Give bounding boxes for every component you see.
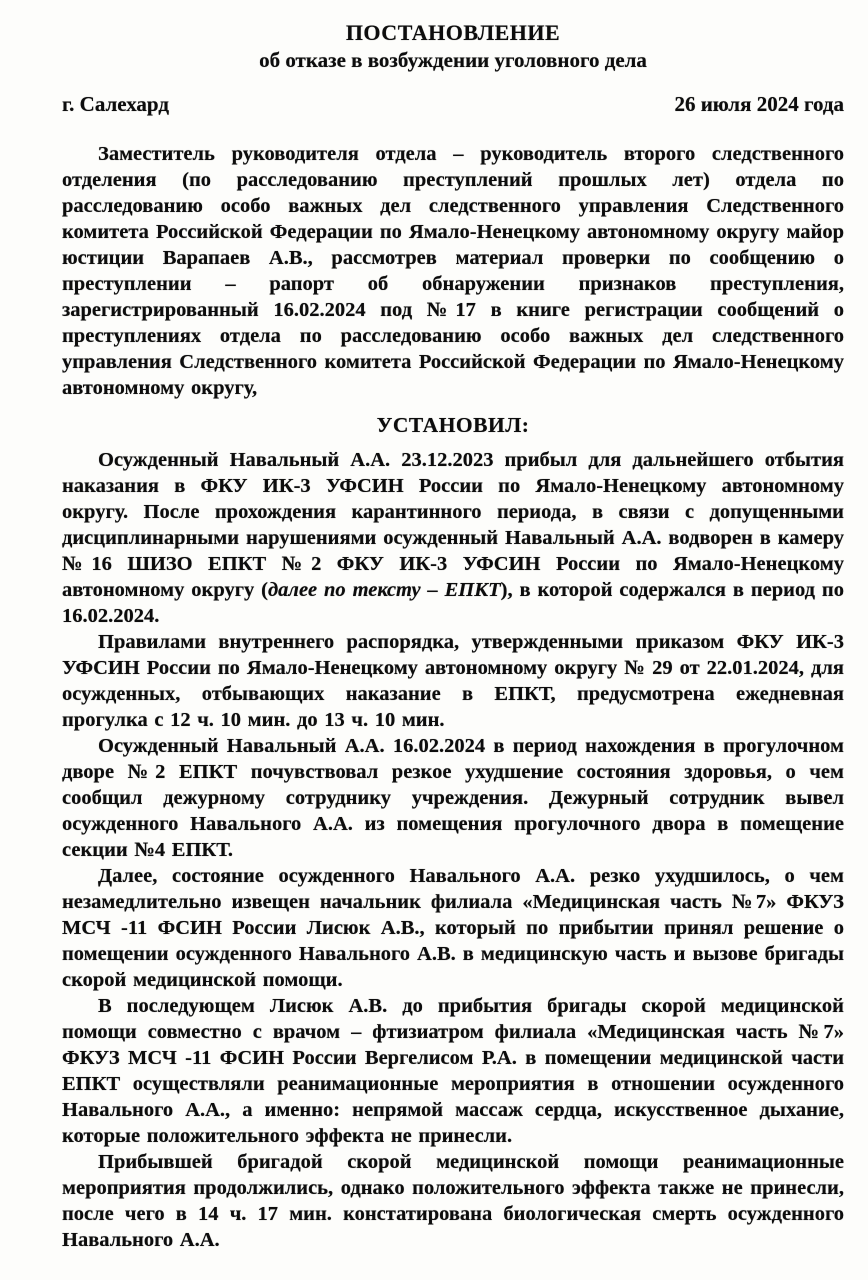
paragraph-arrival: [62, 447, 844, 629]
document-place: г. Салехард: [62, 92, 169, 116]
paragraph-schedule: Правилами внутреннего распорядка, утвержденными приказом ФКУ ИК-3 УФСИН России по Ямало-Ненецкому автономному округу № 29 от 22.01.2024, для осужденных, отбывающих наказание в ЕПКТ, предусмотрена ежедневная прогулка с 12 ч. 10 мин. до 13 ч. 10 мин.: [62, 631, 844, 731]
document-subtitle: об отказе в возбуждении уголовного дела: [259, 48, 647, 72]
paragraph-incident: Осужденный Навальный А.А. 16.02.2024 в период нахождения в прогулочном дворе №2 ЕПКТ почувствовал резкое ухудшение состояния здоровья, о чем сообщил дежурному сотруднику учреждения. Дежурный сотрудник вывел осужденного Навального А.А. из помещения прогулочного двора в помещение секции №4 ЕПКТ.: [62, 735, 844, 861]
document-title: ПОСТАНОВЛЕНИЕ: [345, 20, 561, 45]
preamble-paragraph: Заместитель руководителя отдела – руководитель второго следственного отделения (по расследованию преступлений прошлых лет) отдела по расследованию особо важных дел следственного управления Следственного комитета Российской Федерации по Ямало-Ненецкому автономному округу майор юстиции Варапаев А.В., рассмотрев материал проверки по сообщению о преступлении – рапорт об обнаружении признаков преступления, зарегистрированный 16.02.2024 под №17 в книге регистрации сообщений о преступлениях отдела по расследованию особо важных дел следственного управления Следственного комитета Российской Федерации по Ямало-Ненецкому автономному округу,: [62, 143, 844, 399]
paragraph-resuscitation: В последующем Лисюк А.В. до прибытия бригады скорой медицинской помощи совместно с врачом – фтизиатром филиала «Медицинская часть №7» ФКУЗ МСЧ -11 ФСИН России Вергелисом Р.А. в помещении медицинской части ЕПКТ осуществляли реанимационные мероприятия в отношении осужденного Навального А.А., а именно: непрямой массаж сердца, искусственное дыхание, которые положительного эффекта не принесли.: [62, 995, 844, 1147]
paragraph-deterioration: Далее, состояние осужденного Навального А.А. резко ухудшилось, о чем незамедлительно извещен начальник филиала «Медицинская часть №7» ФКУЗ МСЧ -11 ФСИН России Лисюк А.В., который по прибытии принял решение о помещении осужденного Навального А.В. в медицинскую часть и вызове бригады скорой медицинской помощи.: [62, 865, 844, 991]
section-heading-ustanovil: УСТАНОВИЛ:: [376, 413, 530, 437]
paragraph-arrival-text-cont: ), в которой содержался в период по 16.02.2024.: [62, 579, 844, 627]
body-text: [62, 447, 844, 1253]
paragraph-death-statement: Прибывшей бригадой скорой медицинской помощи реанимационные мероприятия продолжились, однако положительного эффекта также не принесли, после чего в 14 ч. 17 мин. констатирована биологическая смерть осужденного Навального А.А.: [62, 1151, 844, 1251]
place-date-row: [62, 91, 844, 117]
paragraph-arrival-italic-note: далее по тексту – ЕПКТ: [268, 579, 501, 601]
document-date: 26 июля 2024 года: [674, 92, 844, 116]
preamble-block: [62, 141, 844, 401]
paragraph-arrival-text: Осужденный Навальный А.А. 23.12.2023 прибыл для дальнейшего отбытия наказания в ФКУ ИК-3 УФСИН России по Ямало-Ненецкому автономному округу. После прохождения карантинного периода, в связи с допущенными дисциплинарными нарушениями осужденный Навальный А.А. водворен в камеру №16 ШИЗО ЕПКТ №2 ФКУ ИК-3 УФСИН России по Ямало-Ненецкому автономному округу (: [62, 449, 844, 601]
